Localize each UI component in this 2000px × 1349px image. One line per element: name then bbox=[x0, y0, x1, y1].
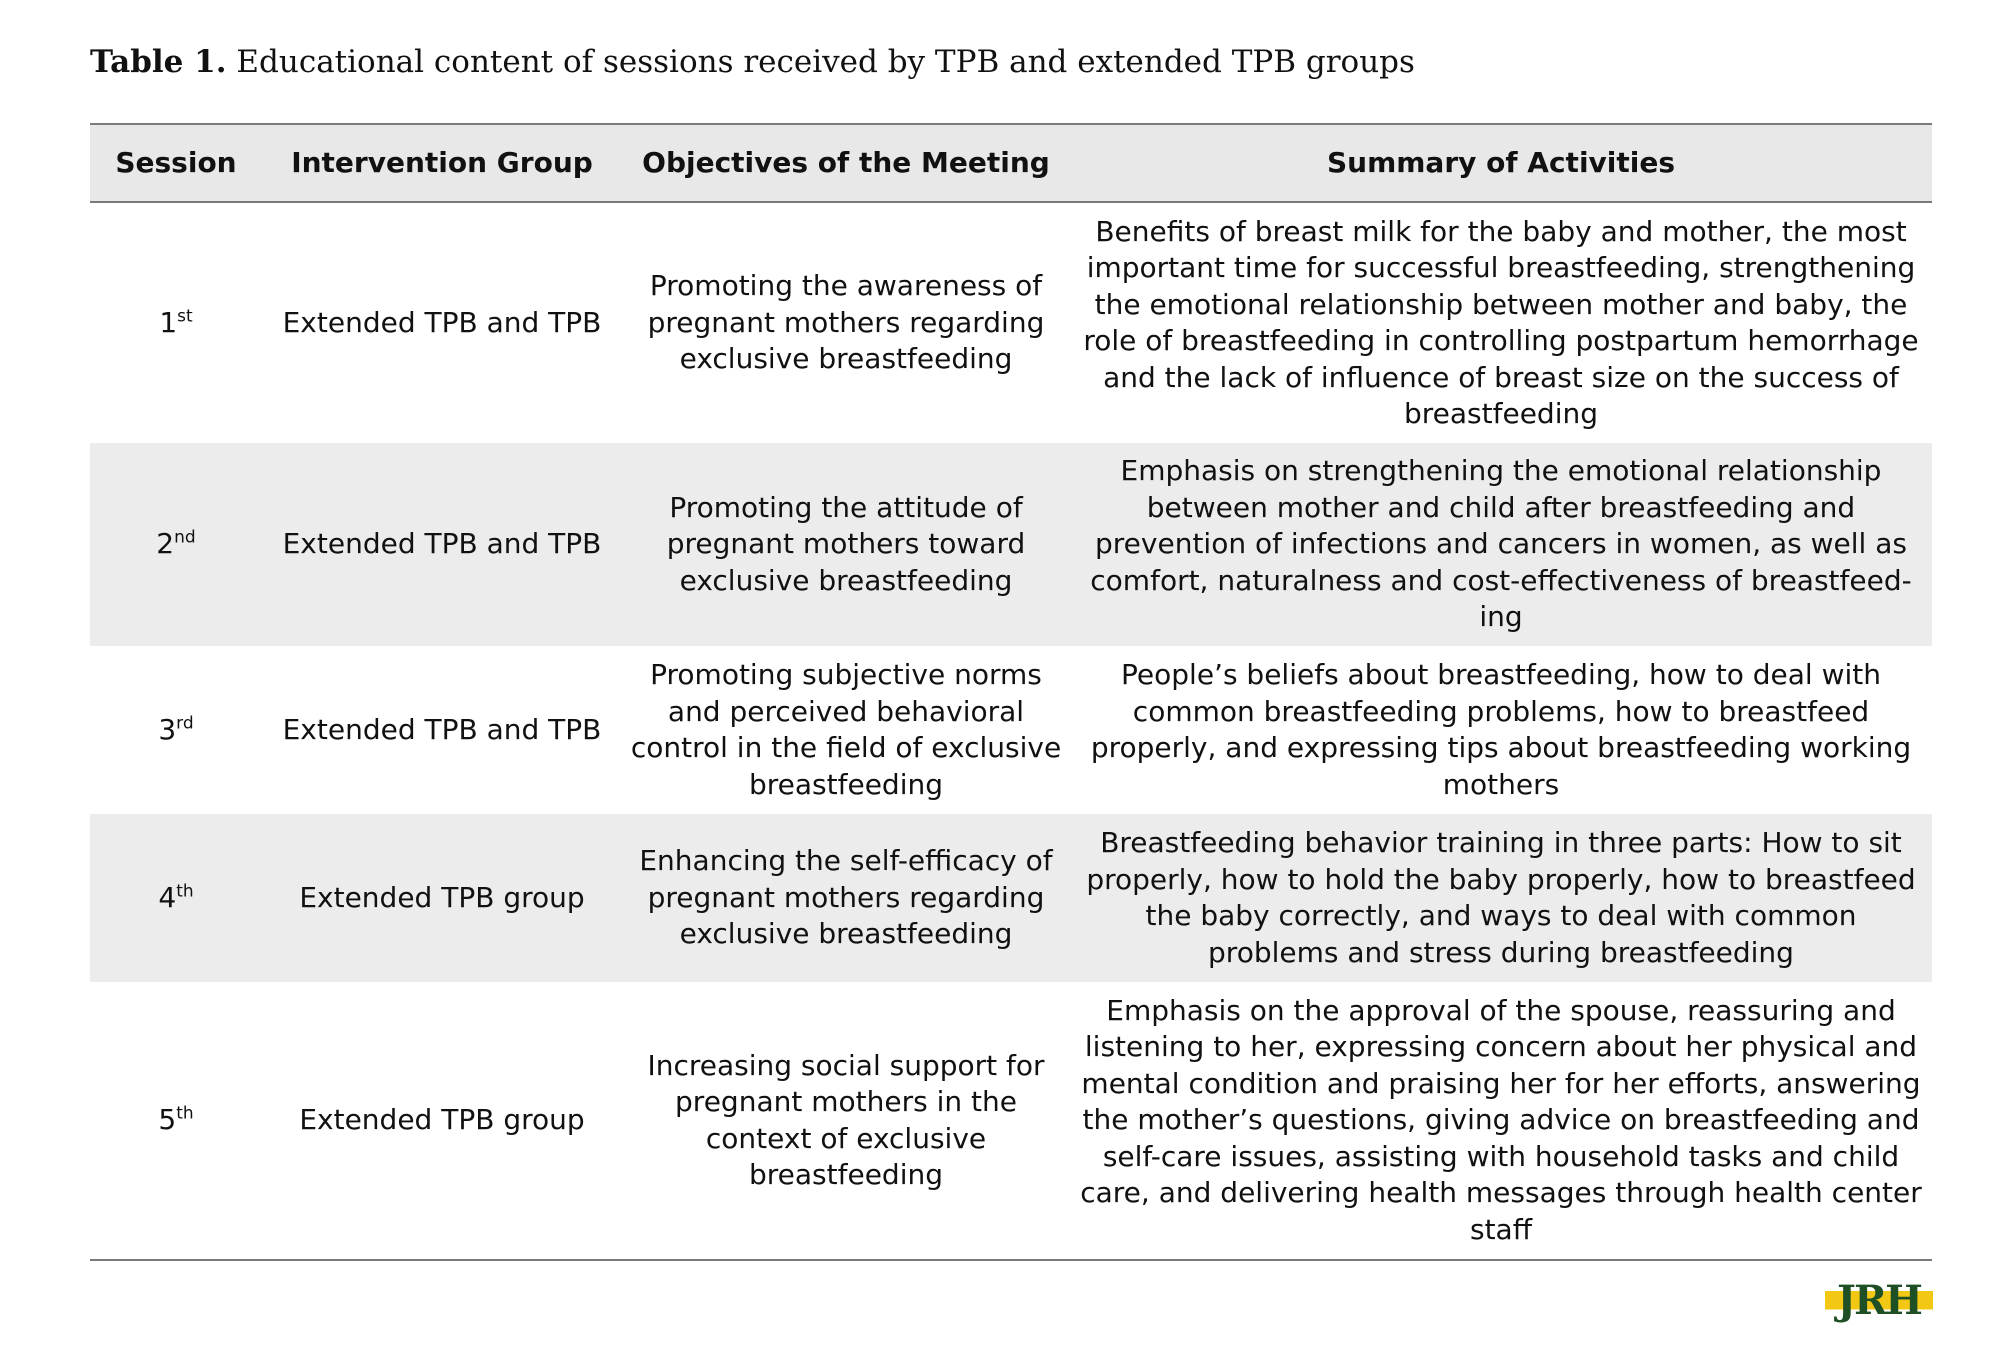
table-row bbox=[90, 443, 1932, 646]
cell-objective: Enhancing the self-efficacy of pregnant mothers regarding exclusive breastfeeding bbox=[639, 844, 1053, 951]
table-caption bbox=[90, 44, 1415, 80]
cell-objective: Promoting subjective norms and perceived behavioral control in the field of exclusive breastfeeding bbox=[630, 658, 1062, 801]
session-number: 4 bbox=[158, 880, 177, 914]
table-row bbox=[90, 646, 1932, 814]
cell-session bbox=[90, 814, 262, 982]
cell-group: Extended TPB and TPB bbox=[282, 527, 602, 561]
table-caption-label: Table 1. bbox=[90, 44, 227, 80]
session-ordinal-suffix: rd bbox=[176, 713, 194, 734]
cell-objective: Promoting the awareness of pregnant mothers regarding exclusive breastfeeding bbox=[647, 269, 1045, 376]
cell-summary: Emphasis on the approval of the spouse, reassuring and listening to her, expressing concern about her physical and mental condition and praising her for her efforts, answering the mother’s questions, giving advice on breastfeeding and self-care issues, assisting with household tasks and child care, and delivering health messages through health center staff bbox=[1080, 993, 1922, 1246]
cell-session bbox=[90, 646, 262, 814]
cell-group: Extended TPB and TPB bbox=[282, 712, 602, 746]
cell-summary: Benefits of breast milk for the baby and mother, the most important time for successful breastfeeding, strengthening the emotional relationship between mother and baby, the role of breastfeeding in controlling postpartum hemorrhage and the lack of influence of breast size on the success of breastfeeding bbox=[1083, 214, 1919, 430]
session-ordinal-suffix: th bbox=[176, 1103, 194, 1124]
cell-objective: Promoting the attitude of pregnant mothers toward exclusive breastfeeding bbox=[666, 490, 1026, 597]
table-caption-text: Educational content of sessions received by TPB and extended TPB groups bbox=[236, 44, 1415, 80]
header-intervention-group: Intervention Group bbox=[262, 124, 622, 202]
session-number: 3 bbox=[158, 712, 177, 746]
session-ordinal-suffix: th bbox=[176, 881, 194, 902]
cell-session bbox=[90, 202, 262, 443]
table-row bbox=[90, 814, 1932, 982]
journal-logo: JRH bbox=[1825, 1280, 1933, 1320]
session-ordinal-suffix: nd bbox=[174, 527, 196, 548]
session-number: 5 bbox=[158, 1103, 177, 1137]
table-row bbox=[90, 982, 1932, 1260]
session-number: 2 bbox=[156, 527, 175, 561]
cell-group: Extended TPB group bbox=[299, 880, 585, 914]
session-number: 1 bbox=[159, 305, 178, 339]
table-row bbox=[90, 202, 1932, 443]
cell-group: Extended TPB and TPB bbox=[282, 305, 602, 339]
cell-session bbox=[90, 443, 262, 646]
cell-objective: Increasing social support for pregnant mothers in the context of exclusive breastfeeding bbox=[647, 1048, 1045, 1191]
header-summary: Summary of Activities bbox=[1070, 124, 1932, 202]
header-row bbox=[90, 124, 1932, 202]
cell-session bbox=[90, 982, 262, 1260]
cell-summary: Breastfeeding behavior training in three parts: How to sit properly, how to hold the baby properly, how to breastfeed the baby correctly, and ways to deal with common problems and stress during breastfeeding bbox=[1086, 826, 1916, 969]
table-header bbox=[90, 124, 1932, 202]
cell-group: Extended TPB group bbox=[299, 1103, 585, 1137]
session-ordinal-suffix: st bbox=[177, 306, 193, 327]
table-body bbox=[90, 202, 1932, 1260]
sessions-table bbox=[90, 123, 1932, 1261]
cell-summary: Emphasis on strengthening the emotional relationship between mother and child after breastfeeding and prevention of infections and cancers in women, as well as comfort, naturalness and cost-effectiveness of breastfeeding bbox=[1090, 454, 1912, 634]
header-objectives: Objectives of the Meeting bbox=[622, 124, 1070, 202]
header-session: Session bbox=[90, 124, 262, 202]
cell-summary: People’s beliefs about breastfeeding, how to deal with common breastfeeding problems, how to breastfeed properly, and expressing tips about breastfeeding working mothers bbox=[1090, 658, 1912, 801]
